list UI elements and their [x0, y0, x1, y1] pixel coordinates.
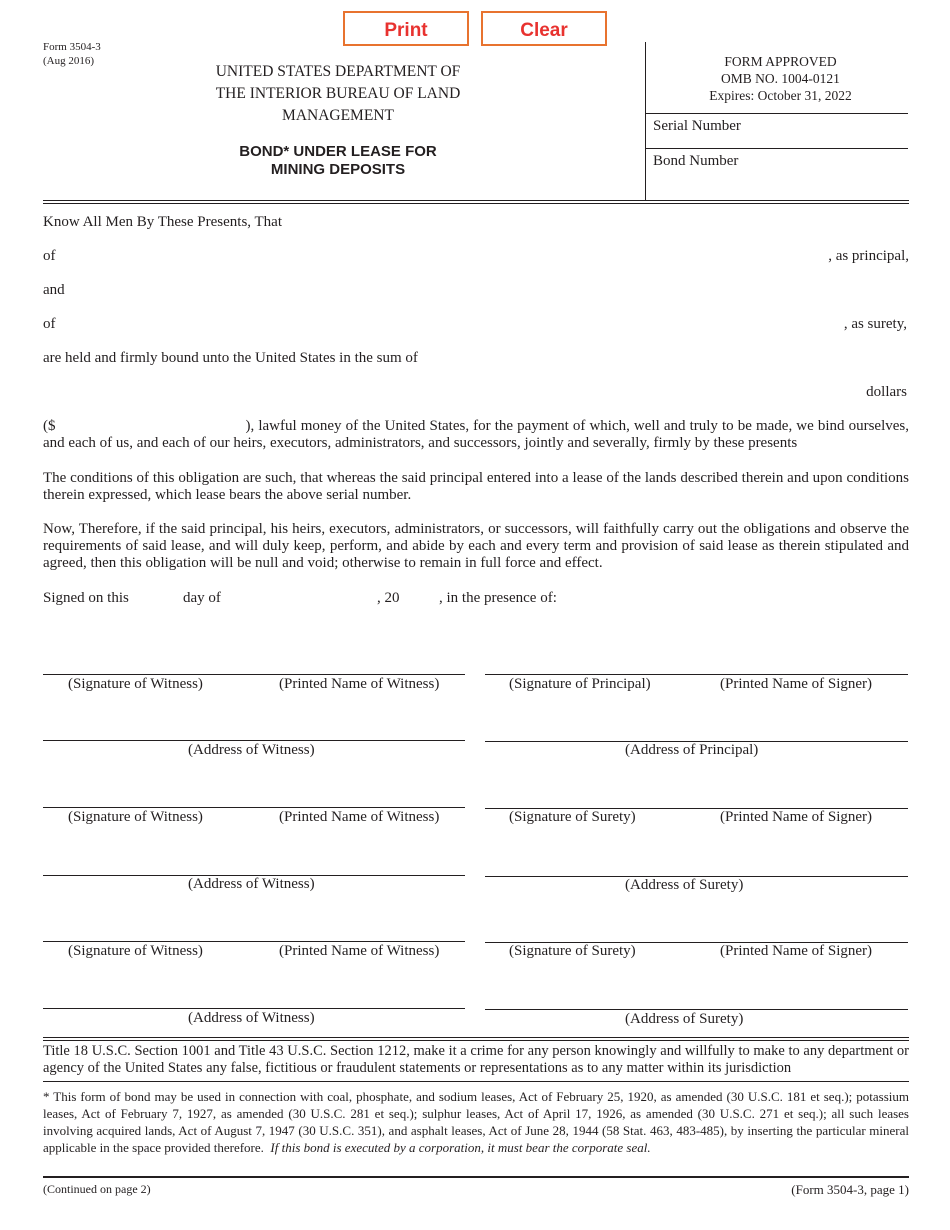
year-prefix-label: , 20: [377, 590, 400, 606]
footnote-main: * This form of bond may be used in connection with coal, phosphate, and sodium leases, Act of February 25, 1920, as amended (30 U.S.C. 181 et seq.); potassium leases, Act of February 7, 1927, as amended (30 U.S.C. 281 et seq.); sulphur leases, Act of April 17, 1926, as amended (30 U.S.C. 271 et seq.); all such leases involving acquired lands, Act of August 7, 1947 (30 U.S.C. 351), and asphalt leases, Act of June 28, 1944 (58 Stat. 463, 483-485), by inserting the particular mineral applicable in the space provided therefore.: [43, 1089, 909, 1155]
witness-address-caption: (Address of Witness): [188, 742, 315, 758]
signer-printed-name-caption: (Printed Name of Signer): [720, 943, 873, 959]
header-rule: [43, 203, 909, 204]
form-date: (Aug 2016): [43, 55, 95, 67]
form-title: [190, 143, 486, 179]
signature-line: [485, 674, 908, 675]
divider: [645, 113, 908, 114]
title-line: BOND* UNDER LEASE FOR: [239, 143, 437, 160]
agency-line: MANAGEMENT: [282, 107, 394, 124]
agency-name: [190, 61, 486, 127]
bond-number-label: Bond Number: [653, 153, 739, 169]
approval-line: FORM APPROVED: [724, 54, 837, 69]
title-line: MINING DEPOSITS: [270, 161, 406, 178]
surety-address-caption: (Address of Surety): [625, 877, 744, 893]
principal-address-field[interactable]: [65, 248, 820, 265]
bond-number-field[interactable]: [655, 171, 905, 189]
footer-rule: [43, 1176, 909, 1178]
intro-text: Know All Men By These Presents, That: [43, 214, 283, 230]
day-of-label: day of: [183, 590, 221, 606]
header-rule: [43, 200, 909, 201]
surety-address-caption: (Address of Surety): [625, 1011, 744, 1027]
serial-number-label: Serial Number: [653, 118, 741, 134]
of-label: of: [43, 248, 56, 264]
as-principal-label: , as principal,: [828, 248, 909, 264]
approval-line: OMB NO. 1004-0121: [721, 71, 840, 86]
footnote: [43, 1088, 909, 1156]
dollars-label: dollars: [866, 384, 907, 400]
conditions-paragraph: The conditions of this obligation are such, that whereas the said principal entered into a lease of the lands described therein and upon conditions therein expressed, which lease bears the above serial number.: [43, 470, 909, 503]
surety-name-field[interactable]: [75, 282, 900, 299]
witness-address-caption: (Address of Witness): [188, 876, 315, 892]
warning-text: Title 18 U.S.C. Section 1001 and Title 43 U.S.C. Section 1212, make it a crime for any person knowingly and willfully to make to any department or agency of the United States any false, fictitious or fraudulent statements or representations as to any matter within its jurisdiction: [43, 1043, 909, 1076]
agency-line: THE INTERIOR BUREAU OF LAND: [215, 85, 461, 102]
surety-address-field[interactable]: [65, 316, 835, 333]
presence-label: , in the presence of:: [439, 590, 557, 606]
signature-line: [43, 674, 465, 675]
warning-rule: [43, 1037, 909, 1038]
header-divider: [645, 42, 646, 200]
approval-line: Expires: October 31, 2022: [709, 88, 852, 103]
year-field[interactable]: [405, 590, 435, 607]
held-text: are held and firmly bound unto the United States in the sum of: [43, 350, 418, 366]
principal-address-caption: (Address of Principal): [625, 742, 759, 758]
continued-note: (Continued on page 2): [43, 1182, 151, 1196]
now-therefore-paragraph: Now, Therefore, if the said principal, his heirs, executors, administrators, or successors, will faithfully carry out the obligations and observe the requirements of said lease, and will duly keep, perform, and abide by each and every term and provision of said lease as therein stipulated and agreed, then this obligation will be null and void; otherwise to remain in full force and effect.: [43, 521, 909, 571]
serial-number-field[interactable]: [655, 134, 905, 148]
warning-rule: [43, 1040, 909, 1041]
signature-line: [43, 941, 465, 942]
signature-line: [43, 807, 465, 808]
agency-line: UNITED STATES DEPARTMENT OF: [215, 63, 461, 80]
signer-printed-name-caption: (Printed Name of Signer): [720, 676, 873, 692]
money-rest: ), lawful money of the United States, for the payment of which, well and truly to be made, we bind ourselves, and each of us, and each of our heirs, executors, administrators, and successors, jointly and severally, firmly by these presents: [43, 418, 909, 451]
signer-printed-name-caption: (Printed Name of Signer): [720, 809, 873, 825]
of-label: of: [43, 316, 56, 332]
signature-line: [485, 1009, 908, 1010]
witness-address-caption: (Address of Witness): [188, 1010, 315, 1026]
print-button[interactable]: Print: [343, 11, 469, 46]
month-field[interactable]: [228, 590, 373, 607]
omb-approval: [652, 53, 909, 104]
signature-line: [43, 740, 465, 741]
page-number: (Form 3504-3, page 1): [791, 1182, 909, 1197]
clear-button[interactable]: Clear: [481, 11, 607, 46]
money-open: ($: [43, 418, 56, 434]
signature-line: [43, 1008, 465, 1009]
surety-signature-caption: (Signature of Surety): [509, 809, 636, 825]
witness-printed-name-caption: (Printed Name of Witness): [279, 809, 440, 825]
footnote-italic: If this bond is executed by a corporation, it must bear the corporate seal.: [270, 1140, 651, 1155]
principal-name-field[interactable]: [300, 214, 900, 231]
witness-signature-caption: (Signature of Witness): [68, 676, 203, 692]
as-surety-label: , as surety,: [843, 316, 907, 332]
signed-on-label: Signed on this: [43, 590, 129, 606]
witness-signature-caption: (Signature of Witness): [68, 943, 203, 959]
form-id: [43, 40, 101, 68]
form-number: Form 3504-3: [43, 41, 101, 53]
witness-signature-caption: (Signature of Witness): [68, 809, 203, 825]
day-field[interactable]: [140, 590, 178, 607]
surety-signature-caption: (Signature of Surety): [509, 943, 636, 959]
money-paragraph: [43, 418, 909, 452]
witness-printed-name-caption: (Printed Name of Witness): [279, 943, 440, 959]
warning-rule: [43, 1081, 909, 1082]
and-label: and: [43, 282, 65, 298]
sum-words-field[interactable]: [43, 384, 858, 401]
divider: [645, 148, 908, 149]
witness-printed-name-caption: (Printed Name of Witness): [279, 676, 440, 692]
principal-signature-caption: (Signature of Principal): [509, 676, 651, 692]
